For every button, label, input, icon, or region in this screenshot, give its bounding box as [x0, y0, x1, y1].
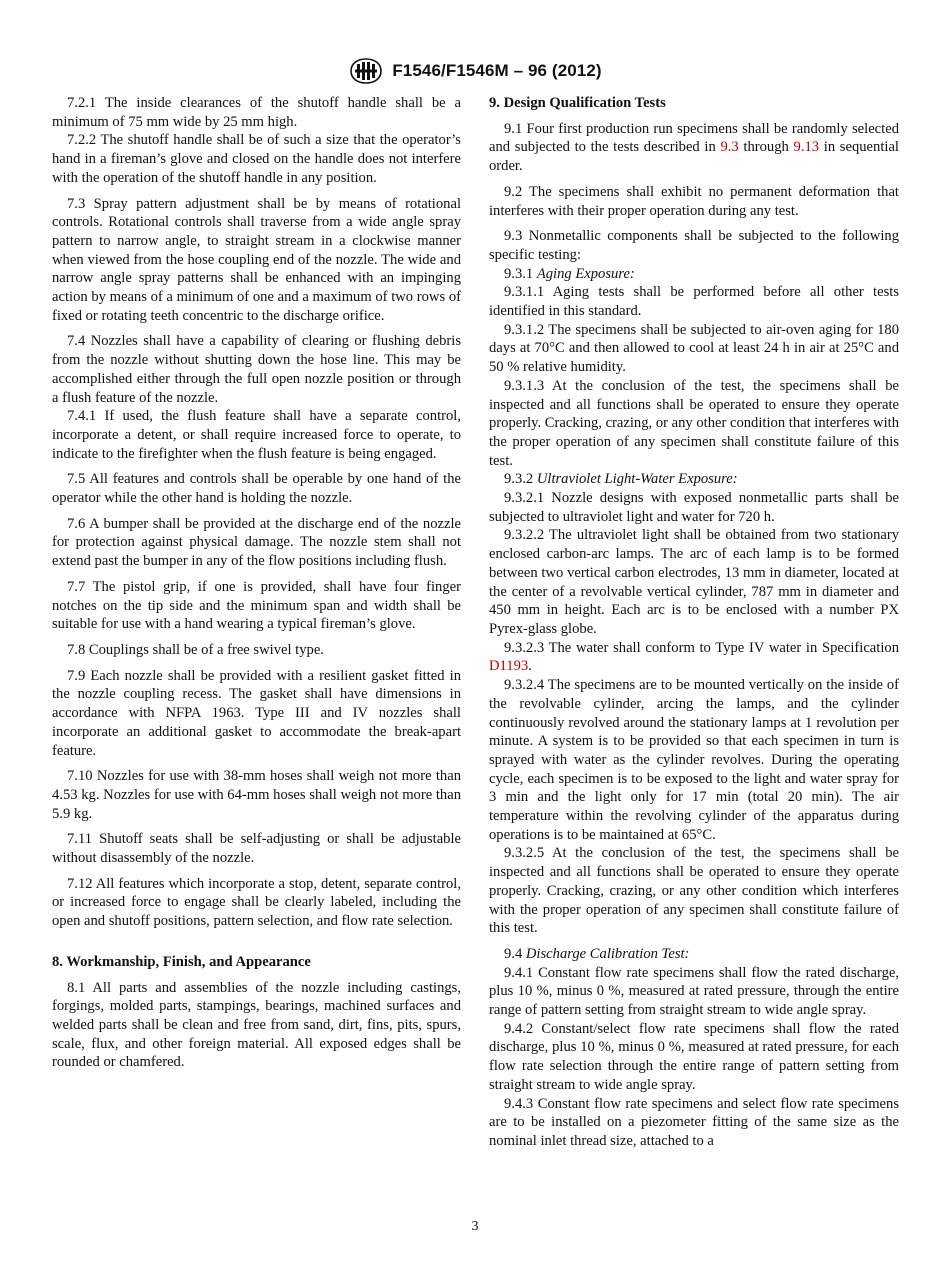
section-7-9: 7.9 Each nozzle shall be provided with a resilient gasket fitted in the nozzle coupling recess. The gasket shall have dimensions in accordance with NFPA 1963. Type III and IV nozzles shall incorporate an additional gasket to accommodate the break-apart feature. — [52, 667, 461, 759]
section-9-4-1: 9.4.1 Constant flow rate specimens shall flow the rated discharge, plus 10 %, minus 0 %, measured at rated pressure, through the entire range of pattern setting from straight stream to wide angle spray. — [489, 964, 899, 1019]
section-9-3-1-1: 9.3.1.1 Aging tests shall be performed before all other tests identified in this standard. — [489, 284, 899, 320]
section-7-4: 7.4 Nozzles shall have a capability of clearing or flushing debris from the nozzle without shutting down the hose line. This may be accomplished either through the full open nozzle position or through a flush feature of the nozzle. — [52, 333, 461, 406]
section-9-1-text-end: in sequential order. — [489, 139, 899, 175]
reference-link-9-3[interactable]: 9.3 — [720, 139, 739, 156]
section-7-6: 7.6 A bumper shall be provided at the discharge end of the nozzle for protection against physical damage. The nozzle stem shall not extend past the bumper in any of the flow positions including flush. — [52, 515, 461, 570]
section-7-5: 7.5 All features and controls shall be operable by one hand of the operator while the other hand is holding the nozzle. — [52, 471, 461, 507]
section-7-12: 7.12 All features which incorporate a stop, detent, separate control, or increased force to engage shall be clearly labeled, including the open and shutoff positions, pattern selection, and flow rate selection. — [52, 875, 461, 930]
section-7-8: 7.8 Couplings shall be of a free swivel type. — [67, 641, 324, 658]
section-9-3: 9.3 Nonmetallic components shall be subjected to the following specific testing: — [489, 228, 899, 263]
section-7-10: 7.10 Nozzles for use with 38-mm hoses shall weigh not more than 4.53 kg. Nozzles for use with 64-mm hoses shall weigh not more than 5.9 kg. — [52, 768, 461, 822]
section-9-3-1-3: 9.3.1.3 At the conclusion of the test, the specimens shall be inspected and all functions shall be operated to ensure they operate properly. Cracking, crazing, or any other condition that interferes with the proper operation of any specimen shall constitute failure of this test. — [489, 377, 899, 469]
section-9-3-2-title: Ultraviolet Light-Water Exposure: — [536, 471, 738, 488]
section-9-3-1-title: Aging Exposure: — [536, 265, 635, 282]
section-9-1-text-mid: through — [738, 139, 794, 156]
section-7-7: 7.7 The pistol grip, if one is provided, shall have four finger notches on the tip side and the minimum span and width shall be suitable for use with a hand wearing a typical fireman’s glove. — [52, 578, 461, 633]
section-9-3-2-5: 9.3.2.5 At the conclusion of the test, the specimens shall be inspected and all functions shall be operated to ensure they operate properly. Cracking, crazing, or any other condition which interferes with the proper operation of any specimen shall constitute failure of this test. — [489, 845, 899, 937]
section-7-3: 7.3 Spray pattern adjustment shall be by means of rotational controls. Rotational controls shall traverse from a wide angle spray pattern to narrow angle, to straight stream in a clockwise manner when viewed from the hose coupling end of the nozzle. The wide and narrow angle spray patterns shall be enhanced with an impinging action by means of a minimum of one and a maximum of two rows of fixed or rotating teeth concentric to the discharge orifice. — [52, 195, 461, 324]
section-9-3-1 — [489, 265, 899, 284]
page-header — [0, 56, 950, 86]
section-9-4-title: Discharge Calibration Test: — [525, 945, 690, 962]
section-8-heading: 8. Workmanship, Finish, and Appearance — [52, 953, 311, 970]
reference-link-d1193[interactable]: D1193 — [489, 658, 529, 675]
section-9-3-2-4: 9.3.2.4 The specimens are to be mounted vertically on the inside of the revolvable cylinder, arcing the lamps, and the cylinder continuously revolved around the stationary lamps at 1 revolution per minute. A system is to be provided so that each specimen in turn is sprayed with water as the cylinder revolves. During the operating cycle, each specimen is to be exposed to the light and water spray for 3 min and the light only for 17 min (total 20 min). The air temperature within the revolving cylinder of the apparatus during operations is to be maintained at 65°C. — [489, 677, 899, 843]
section-8-1: 8.1 All parts and assemblies of the nozzle including castings, forgings, molded parts, stampings, bearings, machined surfaces and welded parts shall be clean and free from sand, dirt, fins, pits, spurs, scale, flux, and other foreign material. All exposed edges shall be rounded or chamfered. — [52, 979, 461, 1071]
section-7-4-1: 7.4.1 If used, the flush feature shall have a separate control, incorporate a detent, or shall require increased force to operate, to indicate to the firefighter when the flush feature is being engaged. — [52, 408, 461, 462]
section-9-3-2-1: 9.3.2.1 Nozzle designs with exposed nonmetallic parts shall be subjected to ultraviolet light and water for 720 h. — [489, 490, 899, 525]
section-9-4 — [489, 945, 899, 964]
left-column — [52, 94, 461, 1072]
page-number: 3 — [471, 1219, 479, 1234]
astm-logo — [348, 57, 384, 85]
section-7-2-1: 7.2.1 The inside clearances of the shutoff handle shall be a minimum of 75 mm wide by 25 mm high. — [52, 95, 461, 130]
section-9-3-1-number: 9.3.1 — [504, 265, 537, 282]
section-7-11: 7.11 Shutoff seats shall be self-adjusting or shall be adjustable without disassembly of the nozzle. — [52, 831, 461, 867]
section-9-4-2: 9.4.2 Constant/select flow rate specimens shall flow the rated discharge, plus 10 %, minus 0 %, measured at rated pressure, for each flow rate selection through the entire range of pattern setting from straight stream to wide angle spray. — [489, 1020, 899, 1093]
section-9-1 — [489, 120, 899, 176]
section-9-3-2-3-end: . — [528, 658, 532, 675]
section-9-3-2-3-text: 9.3.2.3 The water shall conform to Type IV water in Specification — [504, 639, 899, 656]
reference-link-9-13[interactable]: 9.13 — [793, 139, 820, 156]
section-9-1-text: 9.1 Four first production run specimens shall be randomly selected and subjected to the tests described in — [489, 120, 899, 156]
right-column — [489, 94, 899, 1151]
section-9-3-2 — [489, 470, 899, 489]
section-9-3-2-3 — [489, 639, 899, 676]
section-7-2-2: 7.2.2 The shutoff handle shall be of such a size that the operator’s hand in a fireman’s glove and closed on the handle does not interfere with the operation of the shutoff handle in any position. — [52, 132, 461, 186]
section-9-3-1-2: 9.3.1.2 The specimens shall be subjected to air-oven aging for 180 days at 70°C and then allowed to cool at least 24 h in air at 25°C and 50 % relative humidity. — [489, 321, 899, 376]
section-9-heading: 9. Design Qualification Tests — [489, 95, 666, 111]
document-designation: F1546/F1546M – 96 (2012) — [392, 61, 602, 80]
section-9-3-2-2: 9.3.2.2 The ultraviolet light shall be obtained from two stationary enclosed carbon-arc lamps. The arc of each lamp is to be formed between two vertical carbon electrodes, 13 mm in diameter, located at the center of a revolvable vertical cylinder, 787 mm in diameter and 450 mm in height. Each arc is to be enclosed with a number PX Pyrex-glass globe. — [489, 527, 899, 637]
section-9-2: 9.2 The specimens shall exhibit no permanent deformation that interferes with their proper operation during any test. — [489, 183, 899, 219]
section-9-3-2-number: 9.3.2 — [504, 471, 537, 488]
section-9-4-number: 9.4 — [504, 945, 526, 962]
section-9-4-3: 9.4.3 Constant flow rate specimens and select flow rate specimens are to be installed on a piezometer fitting of the same size as the nominal inlet thread size, attached to a — [489, 1095, 899, 1149]
